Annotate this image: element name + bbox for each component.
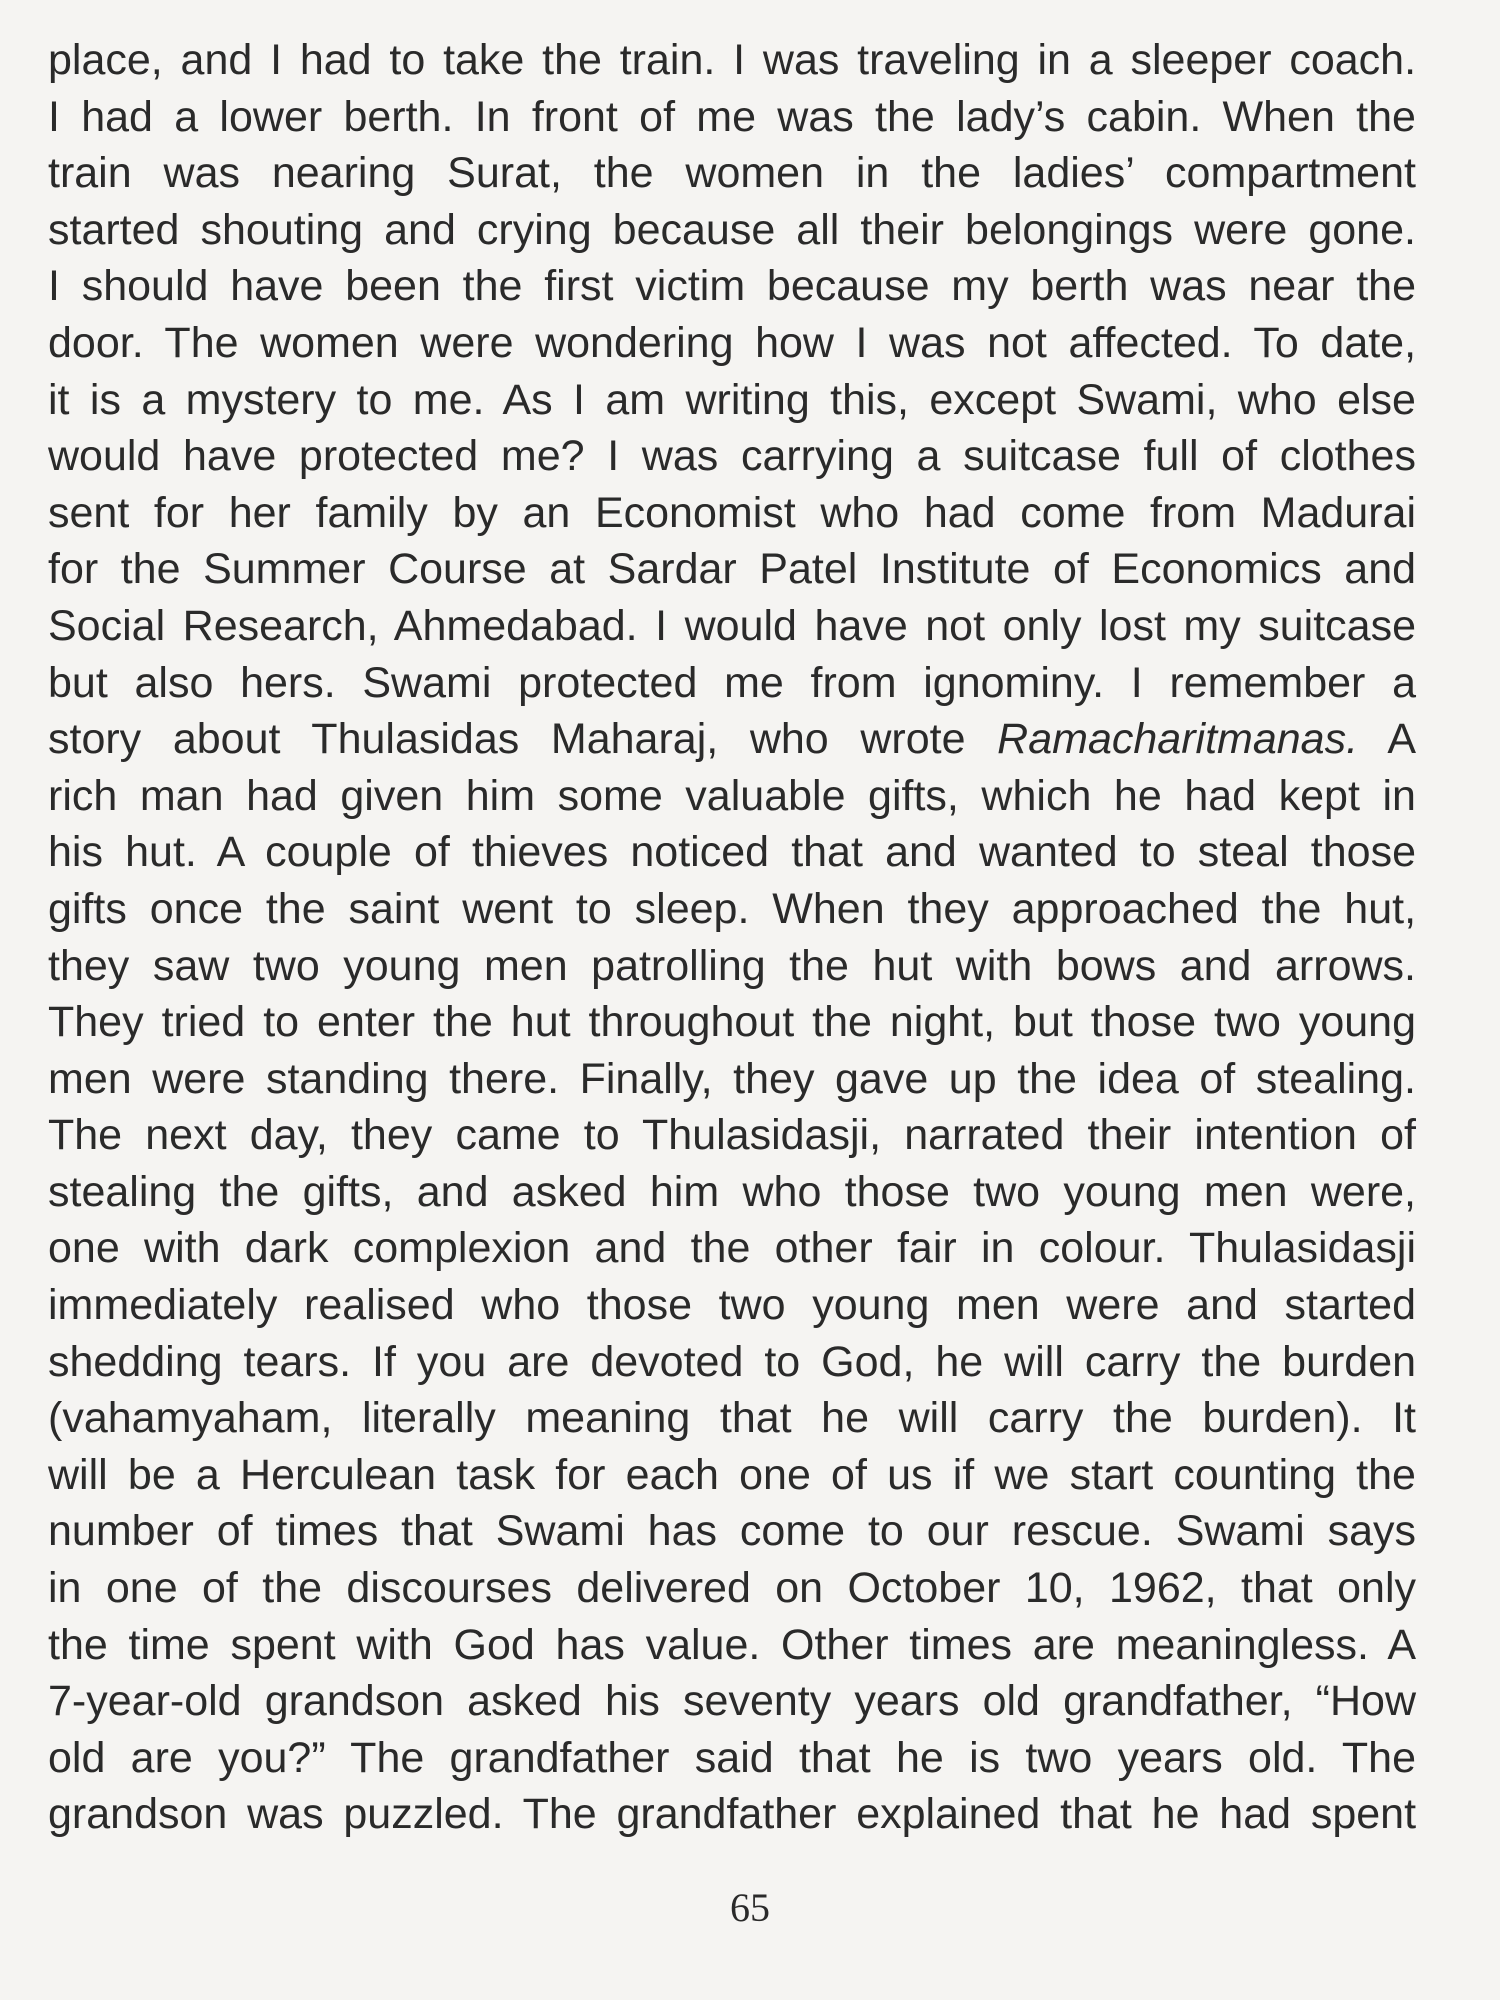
book-title-italic: Ramacharitmanas. <box>997 715 1359 764</box>
text-line: will be a Herculean task for each one of us if we start counting the <box>48 1450 1416 1499</box>
text-line: old are you?” The grandfather said that he is two years old. The <box>48 1733 1416 1782</box>
text-line: 7-year-old grandson asked his seventy years old grandfather, “How <box>48 1677 1417 1726</box>
text-line: I should have been the first victim because my berth was near the <box>48 262 1417 311</box>
text-line: sent for her family by an Economist who had come from Madurai <box>48 488 1417 537</box>
text-line: shedding tears. If you are devoted to God, he will carry the burden <box>48 1337 1417 1386</box>
text-line: door. The women were wondering how I was not affected. To date, <box>48 318 1417 367</box>
text-line: started shouting and crying because all their belongings were gone. <box>48 205 1416 254</box>
text-line: train was nearing Surat, the women in the ladies’ compartment <box>48 149 1416 198</box>
text-line: it is a mystery to me. As I am writing this, except Swami, who else <box>48 375 1416 424</box>
text-line: men were standing there. Finally, they gave up the idea of stealing. <box>48 1054 1416 1103</box>
page-number: 65 <box>730 1885 770 1930</box>
text-line: one with dark complexion and the other fair in colour. Thulasidasji <box>48 1224 1417 1273</box>
text-line: gifts once the saint went to sleep. When they approached the hut, <box>48 884 1417 933</box>
text-line: I had a lower berth. In front of me was the lady’s cabin. When the <box>48 92 1416 141</box>
text-line: grandson was puzzled. The grandfather explained that he had spent <box>48 1790 1417 1839</box>
text-line: but also hers. Swami protected me from ignominy. I remember a <box>48 658 1416 707</box>
text-line: (vahamyaham, literally meaning that he will carry the burden). It <box>48 1394 1416 1443</box>
text-line: rich man had given him some valuable gifts, which he had kept in <box>48 771 1416 820</box>
text-line: They tried to enter the hut throughout the night, but those two young <box>48 998 1417 1047</box>
text-line: would have protected me? I was carrying a suitcase full of clothes <box>48 432 1416 481</box>
text-line: for the Summer Course at Sardar Patel Institute of Economics and <box>48 545 1417 594</box>
text-line: The next day, they came to Thulasidasji, narrated their intention of <box>48 1111 1416 1160</box>
text-line: in one of the discourses delivered on October 10, 1962, that only <box>48 1564 1417 1613</box>
text-line: Social Research, Ahmedabad. I would have not only lost my suitcase <box>48 601 1417 650</box>
text-line: number of times that Swami has come to our rescue. Swami says <box>48 1507 1417 1556</box>
text-segment: story about Thulasidas Maharaj, who wrote <box>48 715 998 764</box>
text-segment: A <box>1358 715 1417 764</box>
text-line <box>48 711 1416 768</box>
body-text <box>48 32 1416 1843</box>
text-line: the time spent with God has value. Other times are meaningless. A <box>48 1620 1416 1669</box>
text-line: stealing the gifts, and asked him who those two young men were, <box>48 1167 1416 1216</box>
text-line: they saw two young men patrolling the hut with bows and arrows. <box>48 941 1416 990</box>
text-line: his hut. A couple of thieves noticed that and wanted to steal those <box>48 828 1416 877</box>
text-line: place, and I had to take the train. I was traveling in a sleeper coach. <box>48 36 1417 84</box>
text-line: immediately realised who those two young men were and started <box>48 1281 1417 1330</box>
